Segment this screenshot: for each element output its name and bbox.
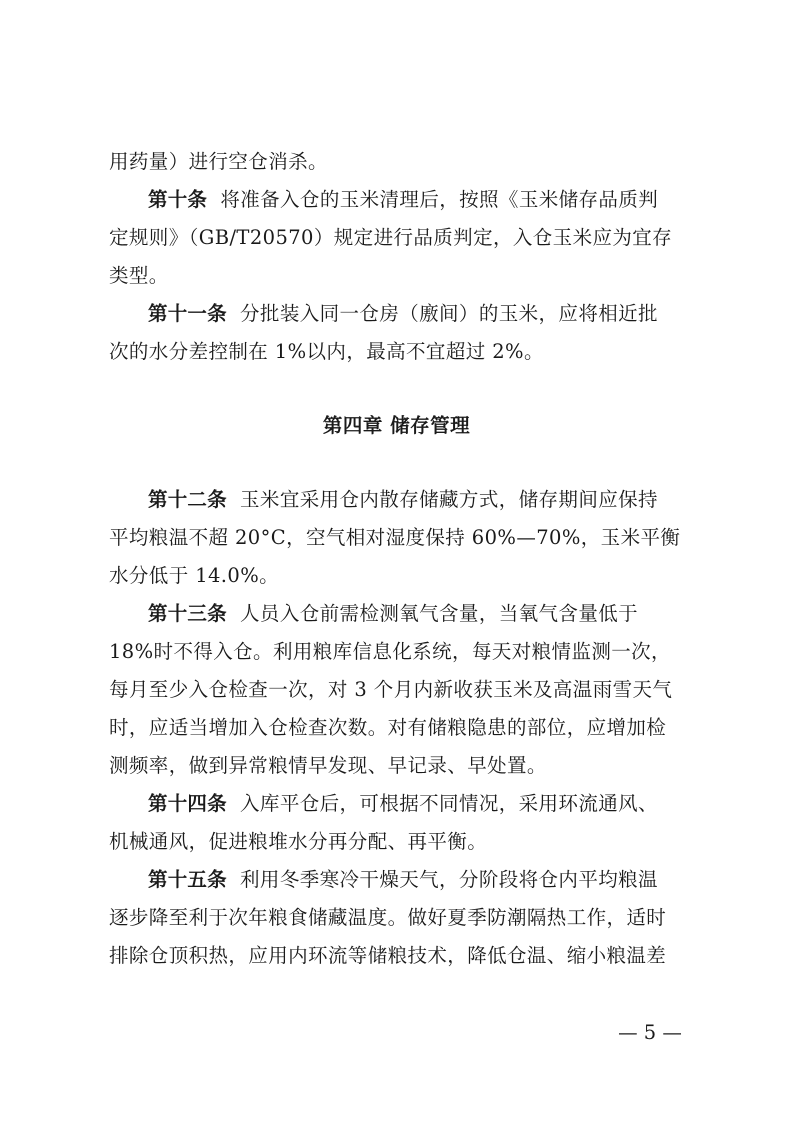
article-11 [148, 300, 699, 328]
text-line [109, 224, 699, 252]
article-12 [148, 486, 699, 514]
text-line [109, 904, 699, 932]
article-label: 第十五条 [148, 868, 227, 891]
text-line [109, 828, 699, 856]
line-text: 逐步降至利于次年粮食储藏温度。做好夏季防潮隔热工作，适时 [109, 906, 667, 929]
text-line [109, 262, 699, 290]
text-line [109, 638, 699, 666]
line-text: 平均粮温不超 20°C，空气相对湿度保持 60%—70%，玉米平衡 [109, 526, 681, 549]
text-line [109, 752, 699, 780]
article-label: 第十条 [148, 188, 208, 211]
line-text: 玉米宜采用仓内散存储藏方式，储存期间应保持 [240, 488, 658, 511]
line-text: 次的水分差控制在 1%以内，最高不宜超过 2%。 [109, 340, 544, 363]
text-line [109, 676, 699, 704]
line-text: 测频率，做到异常粮情早发现、早记录、早处置。 [109, 754, 547, 777]
article-label: 第十三条 [148, 602, 227, 625]
text-line [109, 148, 699, 176]
page-number: — 5 — [618, 1021, 682, 1044]
line-text: 入库平仓后，可根据不同情况，采用环流通风、 [240, 792, 658, 815]
line-text: 分批装入同一仓房（廒间）的玉米，应将相近批 [240, 302, 658, 325]
text-line [109, 714, 699, 742]
text-line [109, 942, 699, 970]
line-text: 定规则》（GB/T20570）规定进行品质判定，入仓玉米应为宜存 [109, 226, 673, 249]
article-label: 第十四条 [148, 792, 227, 815]
line-text: 机械通风，促进粮堆水分再分配、再平衡。 [109, 830, 488, 853]
article-label: 第十一条 [148, 302, 227, 325]
article-13 [148, 600, 699, 628]
text-line [109, 562, 699, 590]
line-text: 18%时不得入仓。利用粮库信息化系统，每天对粮情监测一次， [109, 640, 671, 663]
line-text: 每月至少入仓检查一次，对 3 个月内新收获玉米及高温雨雪天气 [109, 678, 673, 701]
line-text: 水分低于 14.0%。 [109, 564, 280, 587]
chapter-title: 第四章 储存管理 [322, 414, 471, 437]
article-14 [148, 790, 699, 818]
line-text: 时，应适当增加入仓检查次数。对有储粮隐患的部位，应增加检 [109, 716, 667, 739]
article-15 [148, 866, 699, 894]
article-label: 第十二条 [148, 488, 227, 511]
text-line [109, 524, 699, 552]
line-text: 利用冬季寒冷干燥天气，分阶段将仓内平均粮温 [240, 868, 658, 891]
text-line [109, 338, 699, 366]
line-text: 人员入仓前需检测氧气含量，当氧气含量低于 [240, 602, 639, 625]
line-text: 用药量）进行空仓消杀。 [109, 150, 328, 173]
line-text: 排除仓顶积热，应用内环流等储粮技术，降低仓温、缩小粮温差 [109, 944, 667, 967]
article-10 [148, 186, 699, 214]
line-text: 类型。 [109, 264, 169, 287]
line-text: 将准备入仓的玉米清理后，按照《玉米储存品质判 [220, 188, 659, 211]
